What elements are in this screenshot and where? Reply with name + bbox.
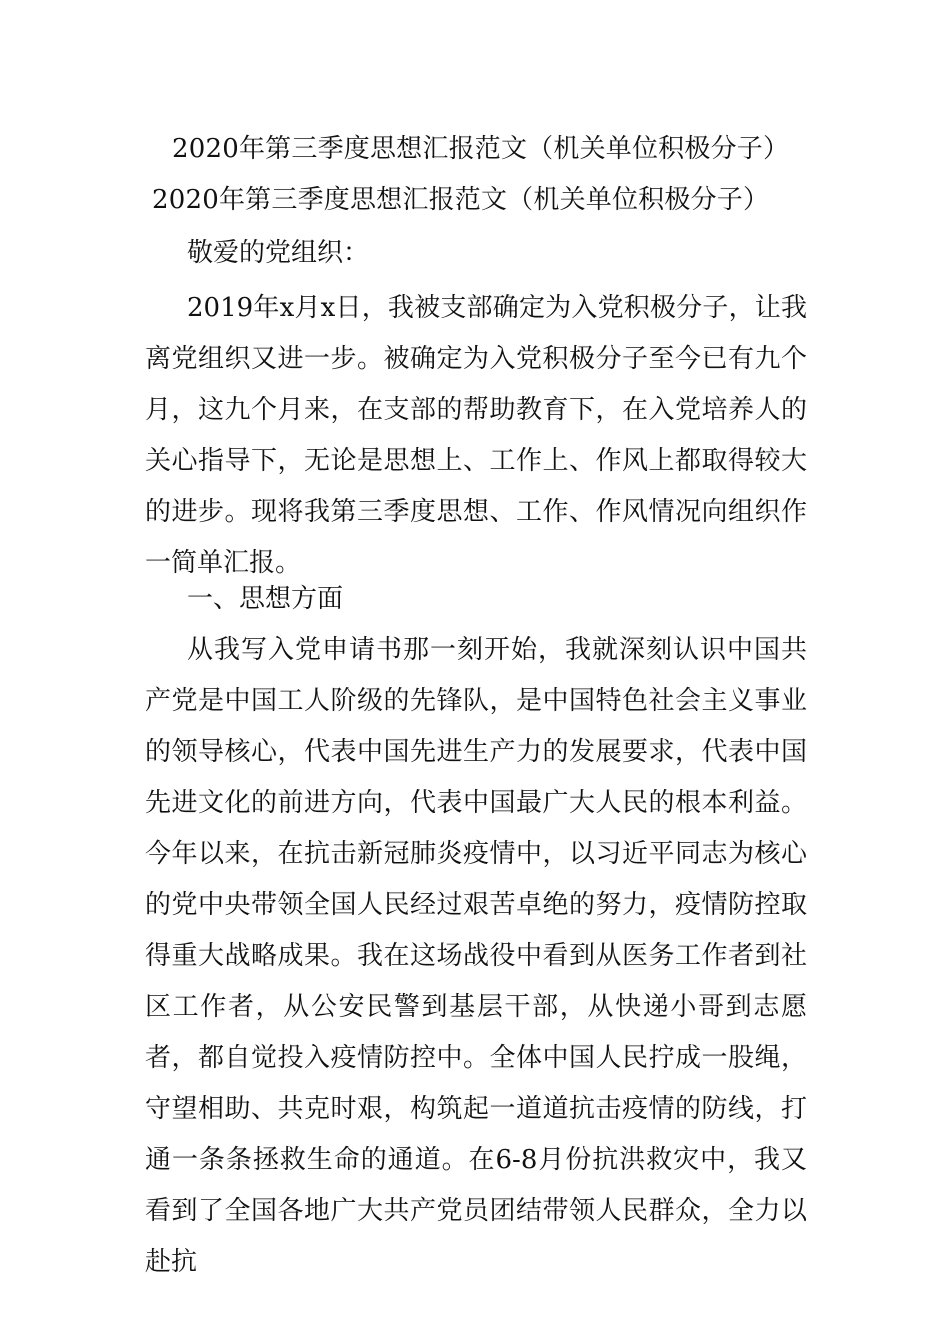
salutation: 敬爱的党组织： xyxy=(187,238,370,268)
section-heading-thought: 一、思想方面 xyxy=(187,584,344,614)
document-subtitle: 2020年第三季度思想汇报范文（机关单位积极分子） xyxy=(152,185,770,215)
paragraph-intro: 2019年x月x日，我被支部确定为入党积极分子，让我离党组织又进一步。被确定为入党积极分子至今已有九个月，这九个月来，在支部的帮助教育下，在入党培养人的关心指导下，无论是思想上、工作上、作风上都取得较大的进步。现将我第三季度思想、工作、作风情况向组织作一简单汇报。 xyxy=(145,293,807,578)
paragraph-thought: 从我写入党申请书那一刻开始，我就深刻认识中国共产党是中国工人阶级的先锋队，是中国特色社会主义事业的领导核心，代表中国先进生产力的发展要求，代表中国先进文化的前进方向，代表中国最广大人民的根本利益。今年以来，在抗击新冠肺炎疫情中，以习近平同志为核心的党中央带领全国人民经过艰苦卓绝的努力，疫情防控取得重大战略成果。我在这场战役中看到从医务工作者到社区工作者，从公安民警到基层干部，从快递小哥到志愿者，都自觉投入疫情防控中。全体中国人民拧成一股绳，守望相助、共克时艰，构筑起一道道抗击疫情的防线，打通一条条拯救生命的通道。在6-8月份抗洪救灾中，我又看到了全国各地广大共产党员团结带领人民群众，全力以赴抗 xyxy=(145,635,807,1277)
document-title: 2020年第三季度思想汇报范文（机关单位积极分子） xyxy=(172,134,790,164)
